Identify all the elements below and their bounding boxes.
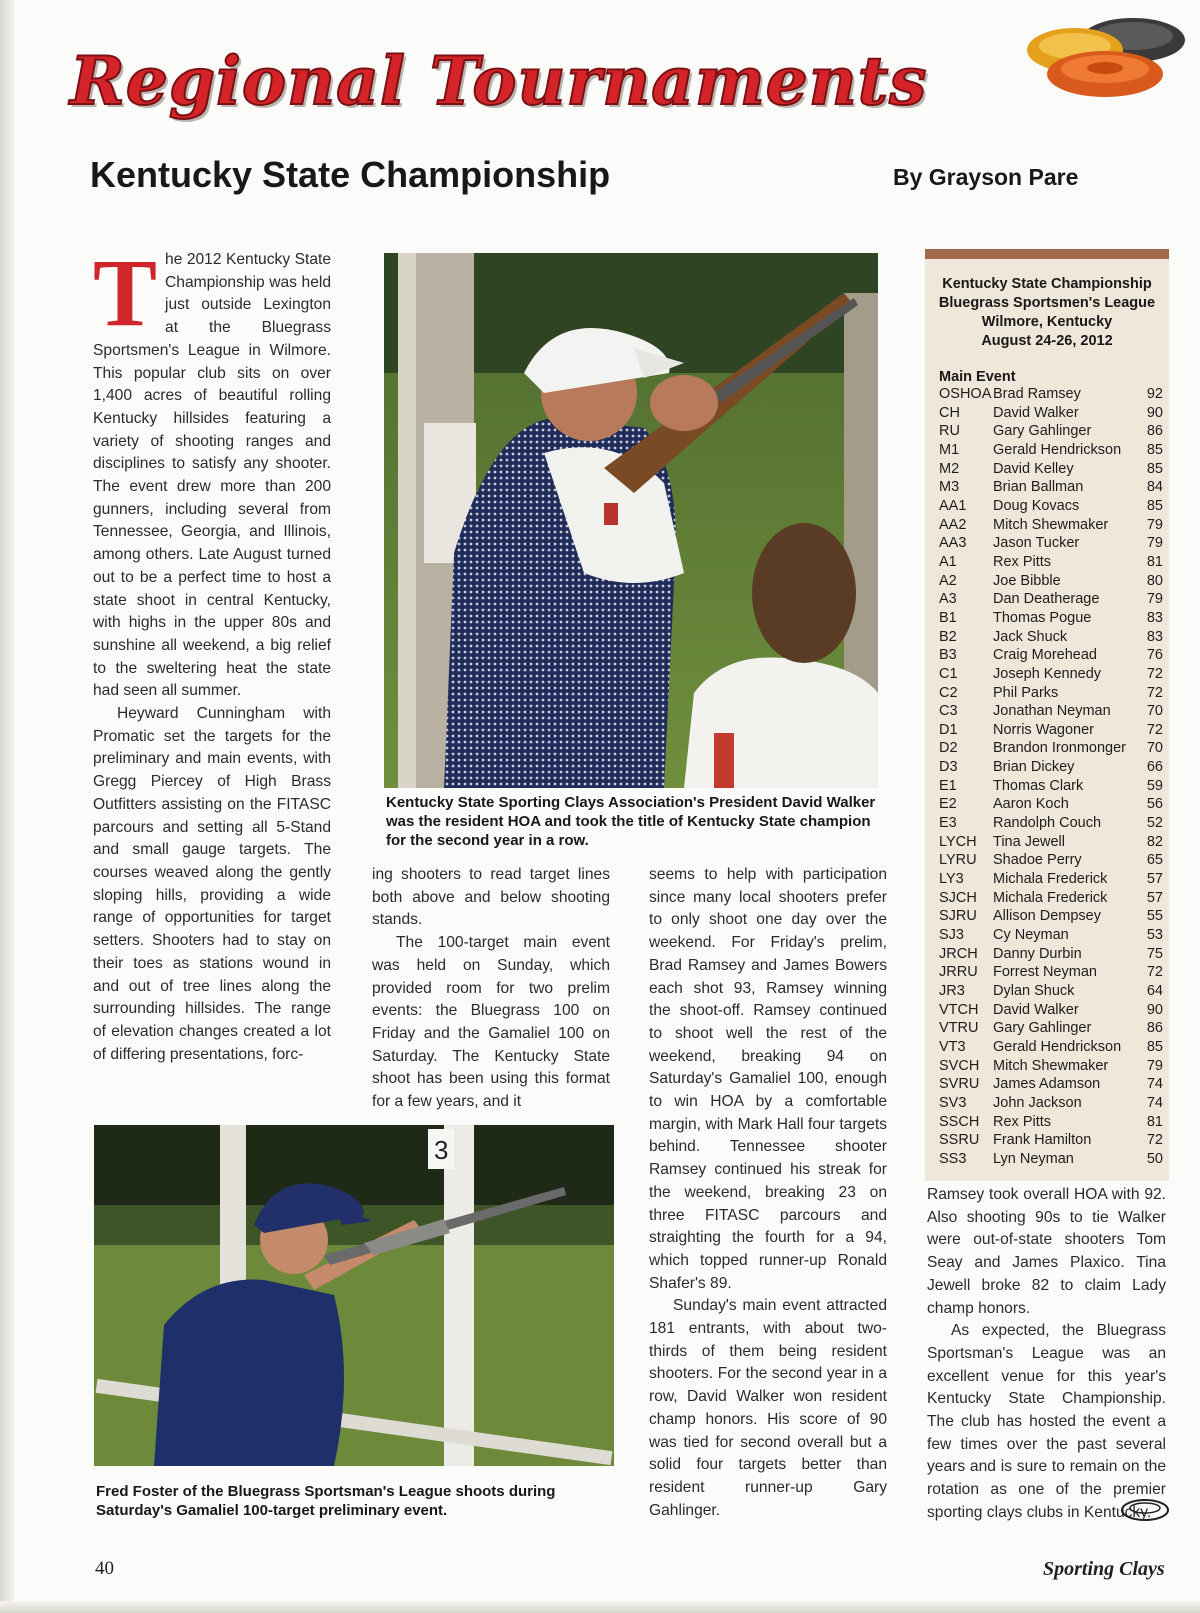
results-class: B1 [939, 609, 957, 626]
results-score: 70 [1146, 740, 1163, 757]
results-row [939, 1019, 1163, 1038]
results-row [939, 1113, 1163, 1132]
results-shooter: James Adamson [993, 1076, 1101, 1093]
results-row [939, 777, 1163, 796]
results-class: LY3 [939, 871, 964, 888]
paragraph-hoa: Ramsey took overall HOA with 92. Also shooting 90s to tie Walker were out-of-state shooters Tom Seay and James Plaxico. Tina Jewell broke 82 to claim Lady champ honors. [927, 1186, 1166, 1317]
results-class: RU [939, 423, 960, 440]
results-event-title: Kentucky State Championship [942, 276, 1152, 292]
results-row [939, 646, 1163, 665]
results-score: 70 [1146, 703, 1163, 720]
results-shooter: David Walker [993, 1001, 1079, 1018]
results-score: 56 [1146, 796, 1163, 813]
results-shooter: Michala Frederick [993, 889, 1108, 906]
results-shooter: David Walker [993, 404, 1079, 421]
results-sidebar [925, 249, 1169, 1181]
results-row [939, 833, 1163, 852]
results-shooter: Phil Parks [993, 684, 1059, 701]
article-byline: By Grayson Pare [893, 164, 1079, 190]
results-score: 59 [1146, 777, 1163, 794]
photo-fred-foster [94, 1125, 614, 1466]
results-class: JRRU [939, 964, 978, 981]
results-score: 90 [1146, 1001, 1163, 1018]
results-class: SV3 [939, 1094, 967, 1111]
results-score: 50 [1146, 1150, 1163, 1167]
results-score: 85 [1146, 441, 1163, 458]
results-class: A2 [939, 572, 957, 589]
results-row [939, 572, 1163, 591]
paragraph-closing: As expected, the Bluegrass Sportsman's League was an excellent venue for this year's Kentucky State Championship. The club has hosted the event a few times over the past several years and is sure to remain on the rotation as one of the premier sporting clays clubs in Kentucky. [927, 1322, 1166, 1521]
results-row [939, 926, 1163, 945]
clay-targets-icon [1015, 10, 1195, 100]
results-class: M1 [939, 441, 960, 458]
results-row [939, 1057, 1163, 1076]
article-column-1 [93, 239, 331, 1066]
results-shooter: Frank Hamilton [993, 1132, 1092, 1149]
results-class: E2 [939, 796, 957, 813]
results-class: SJRU [939, 908, 977, 925]
results-shooter: Dylan Shuck [993, 983, 1075, 999]
results-row [939, 684, 1163, 703]
results-row [939, 1094, 1163, 1113]
results-shooter: Gerald Hendrickson [993, 441, 1122, 458]
station-number: 3 [434, 1135, 449, 1165]
results-score: 86 [1146, 423, 1163, 440]
results-row [939, 1131, 1163, 1150]
clay-target-end-icon [1120, 1497, 1170, 1523]
results-score: 65 [1146, 852, 1163, 869]
results-class: AA2 [939, 516, 967, 533]
results-class: SVCH [939, 1057, 980, 1074]
results-class: VTCH [939, 1001, 979, 1018]
results-row [939, 758, 1163, 777]
results-row [939, 609, 1163, 628]
results-section-title: Main Event [939, 369, 1016, 385]
results-score: 85 [1146, 1038, 1163, 1055]
results-class: AA3 [939, 535, 967, 552]
article-column-4 [927, 1184, 1166, 1525]
results-class: JRCH [939, 945, 978, 962]
results-shooter: Doug Kovacs [993, 497, 1080, 514]
results-class: SSCH [939, 1113, 980, 1130]
results-shooter: Brian Ballman [993, 479, 1084, 496]
results-score: 79 [1146, 591, 1163, 608]
paragraph-sunday: Sunday's main event attracted 181 entrants, with about two-thirds of them being resident shooters. For the second year in a row, David Walker won resident champ honors. His score of 90 was tied for second overall but a solid four targets better than resident runner-up Gary Gahlinger. [649, 1297, 887, 1519]
results-class: SS3 [939, 1150, 967, 1167]
results-class: A1 [939, 553, 957, 570]
results-header [925, 275, 1169, 351]
paragraph-main-event: The 100-target main event was held on Sunday, which provided room for two prelim events: the Bluegrass 100 on Friday and the Gamaliel 100 on Saturday. The Kentucky State shoot has been using this format for a few years, and it [372, 934, 610, 1111]
results-shooter: Danny Durbin [993, 945, 1082, 962]
results-class: M3 [939, 479, 960, 496]
results-row [939, 516, 1163, 535]
results-row [939, 1001, 1163, 1020]
results-score: 85 [1146, 460, 1163, 477]
results-shooter: Jason Tucker [993, 535, 1080, 552]
results-shooter: Jonathan Neyman [993, 703, 1111, 720]
results-shooter: Michala Frederick [993, 871, 1108, 888]
results-score: 57 [1146, 871, 1163, 888]
results-score: 72 [1146, 1132, 1163, 1149]
results-class: SSRU [939, 1132, 980, 1149]
results-row [939, 721, 1163, 740]
results-score: 55 [1146, 908, 1163, 925]
results-row [939, 497, 1163, 516]
results-row [939, 441, 1163, 460]
results-row [939, 534, 1163, 553]
magazine-name: Sporting Clays [1043, 1558, 1165, 1580]
results-shooter: Forrest Neyman [993, 964, 1097, 981]
results-shooter: Thomas Pogue [993, 609, 1092, 626]
photo-david-walker [384, 253, 878, 788]
results-score: 79 [1146, 516, 1163, 533]
results-class: D1 [939, 721, 958, 738]
results-score: 76 [1146, 647, 1163, 664]
results-class: LYCH [939, 833, 977, 850]
results-shooter: Gary Gahlinger [993, 1020, 1092, 1037]
results-club: Bluegrass Sportsmen's League [938, 295, 1156, 311]
results-score: 57 [1146, 889, 1163, 906]
results-row [939, 702, 1163, 721]
results-row [939, 795, 1163, 814]
paragraph-prelims: seems to help with participation since many local shooters prefer to only shoot one day over the weekend. For Friday's prelim, Brad Ramsey and James Bowers each shot 93, Ramsey winning the shoot-off. Ramsey continued to shoot well the rest of the weekend, breaking 94 on Saturday's Gamaliel 100, enough to win HOA by a comfortable margin, with Mark Hall four targets behind. Tennessee shooter Ramsey continued his streak for the weekend, breaking 23 on three FITASC parcours and straighting the fourth for a 94, which topped runner-up Ronald Shafer's 89. [649, 866, 887, 1292]
results-score: 83 [1146, 628, 1163, 645]
results-shooter: Gerald Hendrickson [993, 1038, 1122, 1055]
results-row [939, 590, 1163, 609]
results-score: 74 [1146, 1094, 1163, 1111]
results-class: D3 [939, 759, 958, 776]
results-shooter: Norris Wagoner [993, 721, 1094, 738]
top-photo-caption: Kentucky State Sporting Clays Association's President David Walker was the resident HOA and took the title of Kentucky State champion for the second year in a row. [386, 794, 876, 849]
results-shooter: Tina Jewell [993, 833, 1065, 850]
page-number: 40 [95, 1558, 114, 1579]
results-class: SJCH [939, 889, 977, 906]
results-score: 64 [1146, 983, 1163, 999]
results-class: C1 [939, 665, 958, 682]
results-score: 82 [1146, 833, 1163, 850]
article-column-3 [649, 864, 887, 1522]
results-class: E1 [939, 777, 957, 794]
results-row [939, 553, 1163, 572]
results-shooter: Mitch Shewmaker [993, 516, 1109, 533]
results-shooter: Thomas Clark [993, 777, 1084, 794]
results-row [939, 739, 1163, 758]
results-class: B3 [939, 647, 957, 664]
results-score: 90 [1146, 404, 1163, 421]
results-row [939, 1038, 1163, 1057]
results-row [939, 422, 1163, 441]
results-class: OSHOA [939, 386, 992, 402]
results-class: C2 [939, 684, 958, 701]
results-row [939, 1150, 1163, 1169]
paragraph-intro: he 2012 Kentucky State Championship was held just outside Lexington at the Bluegrass Sportsmen's League in Wilmore. This popular club sits on over 1,400 acres of beautiful rolling Kentucky hillsides featuring a variety of shooting ranges and disciplines to satisfy any shooter. The event drew more than 200 gunners, including several from Tennessee, Georgia, and Illinois, among others. Late August turned out to be a perfect time to host a state shoot in central Kentucky, with highs in the upper 80s and sunshine all weekend, a big relief to the sweltering heat the state had seen all summer. [93, 251, 331, 700]
results-shooter: John Jackson [993, 1094, 1082, 1111]
results-score: 72 [1146, 665, 1163, 682]
results-shooter: Shadoe Perry [993, 852, 1082, 869]
results-score: 83 [1146, 609, 1163, 626]
results-class: SJ3 [939, 927, 964, 944]
results-row [939, 814, 1163, 833]
results-score: 72 [1146, 721, 1163, 738]
results-shooter: Joe Bibble [993, 572, 1061, 589]
results-shooter: Craig Morehead [993, 647, 1097, 664]
results-score: 79 [1146, 1057, 1163, 1074]
results-shooter: Brian Dickey [993, 759, 1075, 776]
results-class: JR3 [939, 983, 965, 999]
results-score: 85 [1146, 497, 1163, 514]
results-row [939, 982, 1163, 1001]
results-row [939, 889, 1163, 908]
results-shooter: Joseph Kennedy [993, 665, 1102, 682]
results-shooter: Randolph Couch [993, 815, 1102, 832]
results-table [939, 385, 1163, 1169]
results-row [939, 665, 1163, 684]
results-class: LYRU [939, 852, 977, 869]
results-row [939, 945, 1163, 964]
results-shooter: Lyn Neyman [993, 1150, 1074, 1167]
results-class: AA1 [939, 497, 967, 514]
results-score: 79 [1146, 535, 1163, 552]
results-shooter: Brandon Ironmonger [993, 740, 1126, 757]
results-score: 92 [1146, 386, 1163, 402]
results-class: A3 [939, 591, 957, 608]
results-class: B2 [939, 628, 957, 645]
results-shooter: Rex Pitts [993, 553, 1052, 570]
results-score: 72 [1146, 964, 1163, 981]
results-score: 84 [1146, 479, 1163, 496]
drop-cap: T [93, 239, 158, 346]
results-shooter: Brad Ramsey [993, 386, 1081, 402]
results-score: 81 [1146, 1113, 1163, 1130]
results-shooter: Aaron Koch [993, 796, 1069, 813]
results-class: VT3 [939, 1038, 966, 1055]
results-score: 86 [1146, 1020, 1163, 1037]
article-headline: Kentucky State Championship [90, 154, 611, 195]
page-bottom-edge [0, 1601, 1200, 1613]
results-row [939, 870, 1163, 889]
results-row [939, 907, 1163, 926]
results-score: 80 [1146, 572, 1163, 589]
page-binding-edge [0, 0, 14, 1613]
results-class: E3 [939, 815, 957, 832]
results-row [939, 404, 1163, 423]
results-row [939, 628, 1163, 647]
results-row [939, 460, 1163, 479]
results-row [939, 478, 1163, 497]
section-banner-title: Regional Tournaments [70, 42, 928, 120]
results-row [939, 385, 1163, 404]
results-row [939, 851, 1163, 870]
results-class: SVRU [939, 1076, 980, 1093]
results-class: M2 [939, 460, 960, 477]
paragraph-targets: Heyward Cunningham with Promatic set the targets for the preliminary and main events, with Gregg Piercey of High Brass Outfitters assisting on the FITASC parcours and setting all 5-Stand and small gauge targets. The courses weaved along the gently sloping hills, providing a wide range of opportunities for target setters. Shooters had to stay on their toes as stations wound in and out of tree lines along the surrounding hillsides. The range of elevation changes created a lot of differing presentations, forc- [93, 705, 331, 1063]
results-row [939, 1075, 1163, 1094]
results-score: 75 [1146, 945, 1163, 962]
results-shooter: Mitch Shewmaker [993, 1057, 1109, 1074]
results-score: 52 [1146, 815, 1163, 832]
results-shooter: Dan Deatherage [993, 591, 1100, 608]
results-shooter: David Kelley [993, 460, 1074, 477]
results-dates: August 24-26, 2012 [981, 333, 1113, 349]
results-score: 53 [1146, 927, 1163, 944]
results-shooter: Rex Pitts [993, 1113, 1052, 1130]
bottom-photo-caption: Fred Foster of the Bluegrass Sportsman's League shoots during Saturday's Gamaliel 100-target preliminary event. [96, 1483, 556, 1519]
results-score: 81 [1146, 553, 1163, 570]
results-class: CH [939, 404, 960, 421]
results-row [939, 963, 1163, 982]
results-shooter: Gary Gahlinger [993, 423, 1092, 440]
results-class: C3 [939, 703, 958, 720]
results-shooter: Cy Neyman [993, 927, 1069, 944]
results-shooter: Jack Shuck [993, 628, 1068, 645]
results-score: 74 [1146, 1076, 1163, 1093]
results-score: 66 [1146, 759, 1163, 776]
results-score: 72 [1146, 684, 1163, 701]
paragraph-stands: ing shooters to read target lines both above and below shooting stands. [372, 866, 610, 929]
results-location: Wilmore, Kentucky [981, 314, 1113, 330]
article-column-2 [372, 864, 610, 1114]
results-class: D2 [939, 740, 958, 757]
results-shooter: Allison Dempsey [993, 908, 1101, 925]
results-class: VTRU [939, 1020, 979, 1037]
